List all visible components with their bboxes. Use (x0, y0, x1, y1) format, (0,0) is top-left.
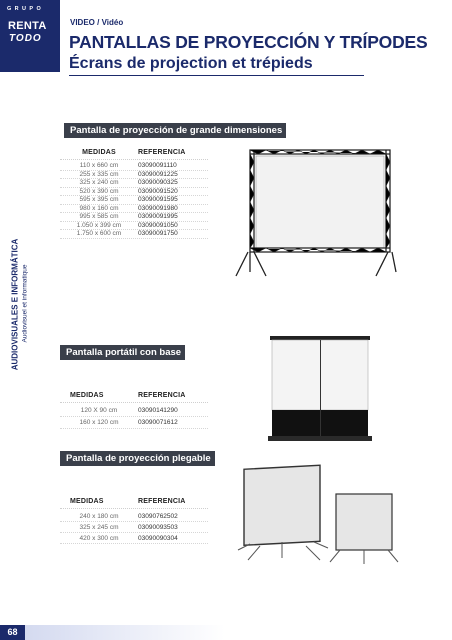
table-row (60, 171, 208, 180)
table-row (60, 230, 208, 239)
product-table-portable-screen (60, 392, 208, 429)
referencia-cell: 03090091595 (138, 196, 178, 204)
section-label: VIDEO / Vidéo (70, 18, 124, 27)
referencia-cell: 03090091995 (138, 213, 178, 221)
referencia-cell: 03090091520 (138, 187, 178, 195)
col-referencia: REFERENCIA (138, 149, 186, 156)
truss-screen-image (228, 140, 398, 280)
footer-bar (25, 625, 225, 640)
referencia-cell: 03090090304 (138, 534, 178, 542)
table-row (60, 405, 208, 417)
title-underline (69, 75, 364, 76)
product-table-folding-screen (60, 498, 208, 544)
table-row (60, 417, 208, 429)
page-number: 68 (0, 625, 25, 640)
grupo-renta-todo-logo (0, 0, 60, 72)
col-referencia: REFERENCIA (138, 498, 186, 505)
table-header (60, 149, 208, 156)
product-banner-large-screen: Pantalla de proyección de grande dimensiones (66, 123, 286, 138)
product-table-large-screen (60, 149, 208, 239)
logo-grupo: GRUPO (7, 6, 45, 12)
page-title: PANTALLAS DE PROYECCIÓN Y TRÍPODES (69, 32, 428, 52)
referencia-cell: 03090091110 (138, 162, 177, 170)
medidas-cell: 980 x 160 cm (79, 204, 119, 212)
table-row (60, 522, 208, 533)
page-subtitle: Écrans de projection et trépieds (69, 55, 313, 72)
product-banner-portable-screen: Pantalla portátil con base (62, 345, 185, 360)
medidas-cell: 420 x 300 cm (79, 534, 119, 542)
medidas-cell: 110 x 660 cm (79, 162, 119, 170)
medidas-cell: 995 x 585 cm (79, 213, 119, 221)
category-side-label (4, 230, 44, 410)
logo-renta: RENTA (8, 20, 47, 32)
medidas-cell: 520 x 390 cm (79, 187, 119, 195)
product-banner-folding-screen: Pantalla de proyección plegable (62, 451, 215, 466)
folding-screen-image (230, 458, 430, 570)
portable-screen-image (268, 332, 378, 444)
table-row (60, 511, 208, 522)
table-row (60, 179, 208, 188)
referencia-cell: 03090091050 (138, 221, 178, 229)
table-row (60, 213, 208, 222)
col-medidas: MEDIDAS (70, 392, 104, 399)
table-row (60, 188, 208, 197)
referencia-cell: 03090093503 (138, 523, 178, 531)
category-label-fr: Audiovisuel et informatique (21, 264, 29, 343)
header-divider (60, 508, 208, 509)
referencia-cell: 03090091750 (138, 230, 178, 238)
referencia-cell: 03090141290 (138, 407, 178, 414)
referencia-cell: 03090762502 (138, 512, 178, 520)
referencia-cell: 03090091980 (138, 204, 178, 212)
table-row (60, 196, 208, 205)
col-medidas: MEDIDAS (70, 498, 104, 505)
referencia-cell: 03090091225 (138, 170, 178, 178)
medidas-cell: 325 x 240 cm (79, 179, 119, 187)
col-referencia: REFERENCIA (138, 392, 186, 399)
medidas-cell: 325 x 245 cm (79, 523, 119, 531)
col-medidas: MEDIDAS (82, 149, 116, 156)
medidas-cell: 120 X 90 cm (80, 407, 118, 414)
header-divider (60, 402, 208, 403)
table-header (60, 498, 208, 505)
medidas-cell: 160 x 120 cm (79, 419, 119, 426)
medidas-cell: 240 x 180 cm (79, 512, 119, 520)
category-label: AUDIOVISUALES E INFORMÁTICA (10, 238, 20, 371)
table-row (60, 162, 208, 171)
header-divider (60, 159, 208, 160)
logo-todo: TODO (9, 33, 42, 44)
table-row (60, 222, 208, 231)
table-header (60, 392, 208, 399)
referencia-cell: 03090090325 (138, 179, 178, 187)
medidas-cell: 1.750 x 600 cm (76, 230, 122, 238)
medidas-cell: 595 x 395 cm (79, 196, 119, 204)
table-row (60, 205, 208, 214)
medidas-cell: 255 x 335 cm (79, 170, 119, 178)
table-row (60, 533, 208, 544)
referencia-cell: 03090071612 (138, 419, 178, 426)
medidas-cell: 1.050 x 399 cm (76, 221, 122, 229)
